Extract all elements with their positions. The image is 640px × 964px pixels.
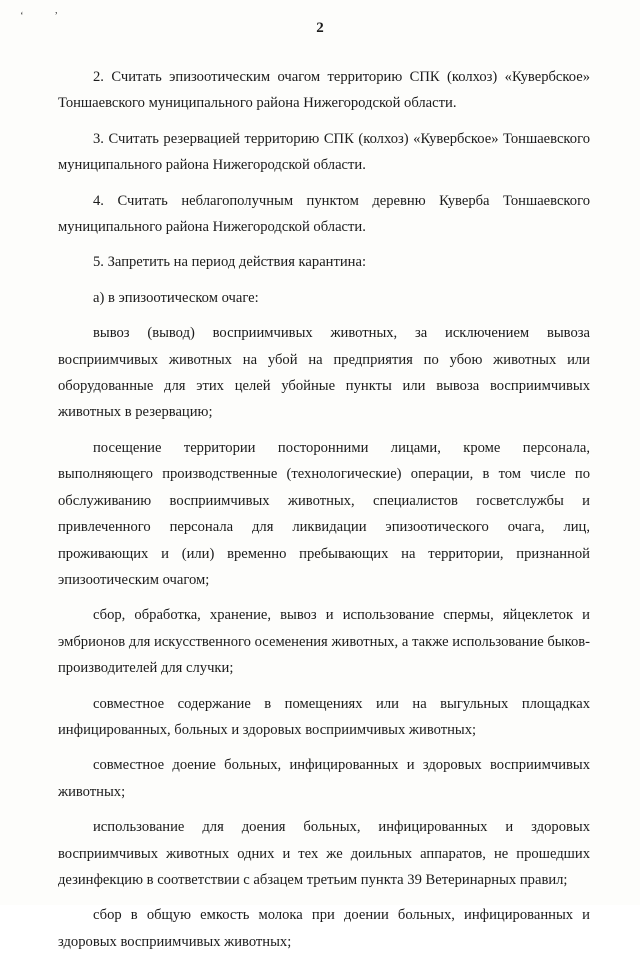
- restriction-milking-equipment: использование для доения больных, инфицированных и здоровых восприимчивых животных одних и тех же доильных аппаратов, не прошедших дезинфекцию в соответствии с абзацем третьим пункта 39 Ветеринарных правил;: [58, 819, 590, 888]
- subitem-a-heading: а) в эпизоотическом очаге:: [93, 289, 259, 306]
- paragraph-item-2: 2. Считать эпизоотическим очагом территорию СПК (колхоз) «Кувербское» Тоншаевского муниципального района Нижегородской области.: [58, 69, 590, 112]
- restriction-joint-housing: совместное содержание в помещениях или на выгульных площадках инфицированных, больных и здоровых восприимчивых животных;: [58, 695, 590, 738]
- page-number: 2: [316, 20, 324, 36]
- paragraph-item-3: 3. Считать резервацией территорию СПК (колхоз) «Кувербское» Тоншаевского муниципального района Нижегородской области.: [58, 130, 590, 174]
- restriction-joint-milking: совместное доение больных, инфицированных и здоровых восприимчивых животных;: [58, 757, 590, 800]
- document-body: [58, 64, 590, 964]
- paragraph-item-5: 5. Запретить на период действия карантина:: [93, 254, 367, 271]
- restriction-insemination: сбор, обработка, хранение, вывоз и использование спермы, яйцеклеток и эмбрионов для искусственного осеменения животных, а также использование быков-производителей для случки;: [58, 607, 590, 677]
- restriction-visits: посещение территории посторонними лицами, кроме персонала, выполняющего производственные (технологические) операции, в том числе по обслуживанию восприимчивых животных, специалистов госветслужбы и привлеченного персонала для ликвидации эпизоотического очага, лиц, проживающих и (или) временно пребывающих на территории, признанной эпизоотическим очагом;: [58, 439, 590, 588]
- restriction-export-animals: вывоз (вывод) восприимчивых животных, за исключением вывоза восприимчивых животных на убой на предприятия по убою животных или оборудованные для этих целей убойные пункты или вывоза восприимчивых животных в резервацию;: [58, 325, 590, 421]
- restriction-milk-collection: сбор в общую емкость молока при доении больных, инфицированных и здоровых восприимчивых животных;: [58, 907, 590, 950]
- scan-marks: ‘ ’: [20, 10, 73, 22]
- paragraph-item-4: 4. Считать неблагополучным пунктом деревню Куверба Тоншаевского муниципального района Нижегородской области.: [58, 192, 590, 236]
